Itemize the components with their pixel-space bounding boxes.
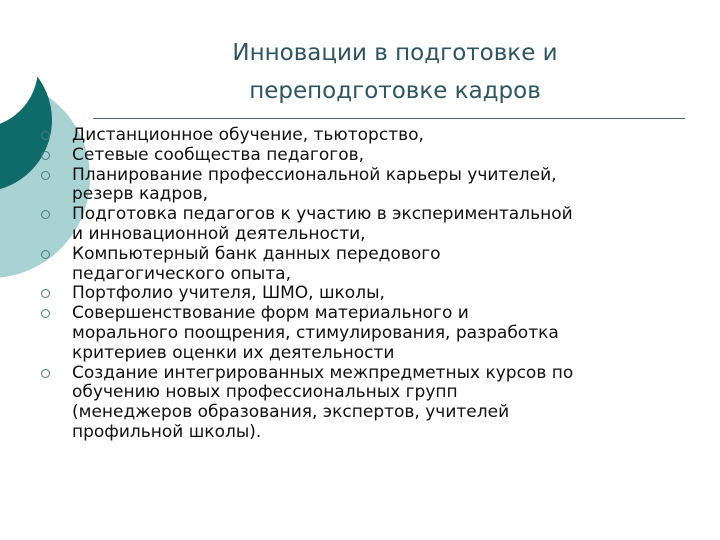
hollow-circle-bullet-icon <box>41 210 50 219</box>
hollow-circle-bullet-icon <box>41 369 50 378</box>
bullet-list <box>0 126 720 443</box>
hollow-circle-bullet-icon <box>41 309 50 318</box>
title-divider <box>93 118 685 119</box>
bullet-text-line: Создание интегрированных межпредметных курсов по <box>72 362 574 383</box>
bullet-text-line: Портфолио учителя, ШМО, школы, <box>72 283 385 304</box>
bullet-text-line: критериев оценки их деятельности <box>72 342 395 363</box>
bullet-text-line: Сетевые сообщества педагогов, <box>72 144 365 165</box>
hollow-circle-bullet-icon <box>41 171 50 180</box>
bullet-text-line: Дистанционное обучение, тьюторство, <box>72 125 424 145</box>
bullet-text-line: обучению новых профессиональных групп <box>72 382 458 403</box>
hollow-circle-bullet-icon <box>41 151 50 160</box>
bullet-item <box>0 126 720 146</box>
bullet-text-line: Подготовка педагогов к участию в экспериментальной <box>72 204 573 225</box>
slide-title <box>190 34 600 110</box>
hollow-circle-bullet-icon <box>41 250 50 259</box>
bullet-item <box>0 245 720 285</box>
bullet-text-line: Совершенствование форм материального и <box>72 303 469 324</box>
bullet-item <box>0 364 720 443</box>
bullet-item <box>0 304 720 363</box>
hollow-circle-bullet-icon <box>41 131 50 140</box>
bullet-item <box>0 284 720 304</box>
bullet-text-line: и инновационной деятельности, <box>72 223 366 244</box>
bullet-text-line: Компьютерный банк данных передового <box>72 243 441 264</box>
bullet-text-line: педагогического опыта, <box>72 263 291 284</box>
title-line-2: переподготовке кадров <box>249 78 541 104</box>
bullet-text-line: морального поощрения, стимулирования, разработка <box>72 322 559 343</box>
bullet-text-line: (менеджеров образования, экспертов, учителей <box>72 402 510 423</box>
hollow-circle-bullet-icon <box>41 289 50 298</box>
bullet-item <box>0 146 720 166</box>
bullet-item <box>0 205 720 245</box>
title-line-1: Инновации в подготовке и <box>232 40 558 66</box>
bullet-text-line: Планирование профессиональной карьеры учителей, <box>72 164 557 185</box>
bullet-text-line: резерв кадров, <box>72 184 209 205</box>
bullet-text-line: профильной школы). <box>72 421 262 442</box>
bullet-item <box>0 166 720 206</box>
